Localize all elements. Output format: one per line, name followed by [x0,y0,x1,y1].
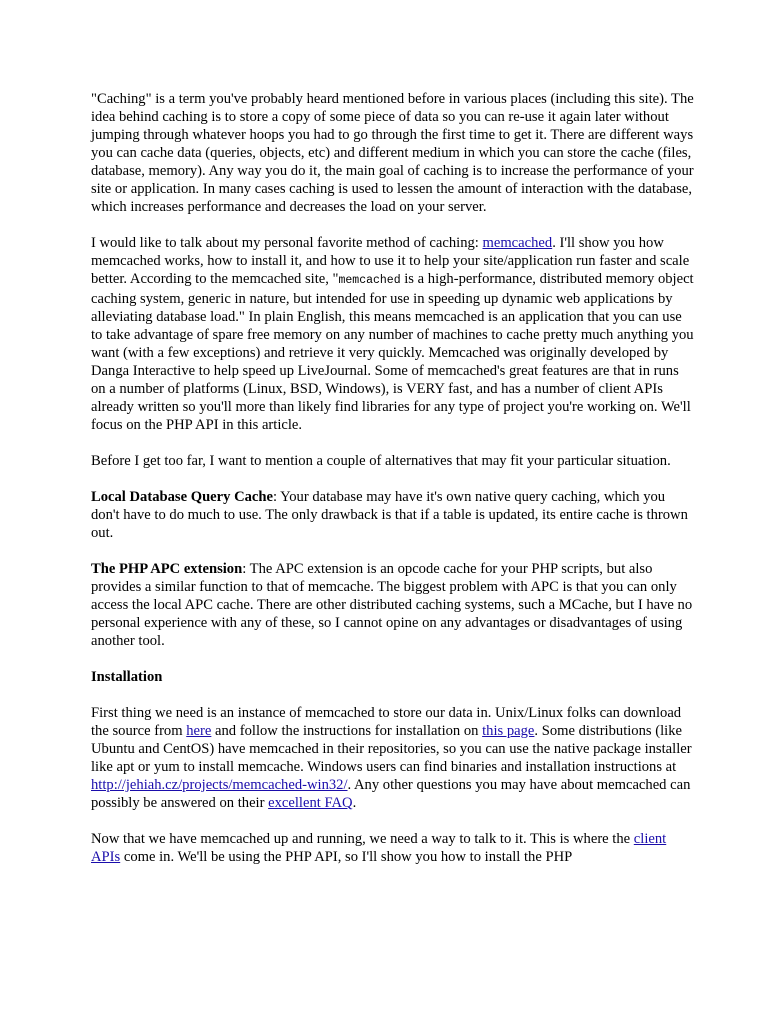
text-segment: . Some distributions (like Ubuntu and CentOS) have memcached in their repositories, so you can use the native package installer like apt or yum to install memcache. Windows users can find binaries and installation instructions at [91,723,692,775]
text-segment: . [352,795,357,811]
text-segment: I would like to talk about my personal favorite method of caching: [91,235,483,251]
text-segment: : Your database may have it's own native query caching, which you don't have to do much to use. The only drawback is that if a table is updated, its entire cache is thrown out. [91,489,688,541]
term-query-cache: Local Database Query Cache [91,489,273,505]
text-segment: First thing we need is an instance of memcached to store our data in. Unix/Linux folks can download the source from [91,705,682,739]
paragraph-alternatives: Before I get too far, I want to mention a couple of alternatives that may fit your particular situation. [91,453,671,469]
download-here-link[interactable]: here [186,723,212,739]
text-segment: . Any other questions you may have about memcached can possibly be answered on their [91,777,691,811]
paragraph-query-cache [91,488,694,542]
text-segment: . I'll show you how memcached works, how to install it, and how to use it to help your site/application run faster and scale better. According to the memcached site, " [91,235,690,287]
client-apis-link[interactable]: client APIs [91,831,667,865]
paragraph-memcached [91,234,694,434]
win32-link[interactable]: http://jehiah.cz/projects/memcached-win32/ [91,777,348,793]
faq-link[interactable]: excellent FAQ [268,795,353,811]
paragraph-client-apis [91,830,694,866]
text-segment: : The APC extension is an opcode cache for your PHP scripts, but also provides a similar function to that of memcache. The biggest problem with APC is that you can only access the local APC cache. There are other distributed caching systems, such a MCache, but I have no personal experience with any of these, so I cannot opine on any advantages or disadvantages of using another tool. [91,561,693,649]
text-segment: is a high-performance, distributed memory object caching system, generic in nature, but intended for use in speeding up dynamic web applications by alleviating database load." In plain English, this means memcached is an application that you can use to take advantage of spare free memory on any number of machines to cache pretty much anything you want (with a few exceptions) and retrieve it very quickly. Memcached was originally developed by Danga Interactive to help speed up LiveJournal. Some of memcached's great features are that in runs on a number of platforms (Linux, BSD, Windows), is VERY fast, and has a number of client APIs already written so you'll more than likely find libraries for any type of project you're working on. We'll focus on the PHP API in this article. [91,271,694,433]
paragraph-apc [91,560,694,650]
section-heading-installation [91,668,694,686]
paragraph-intro: "Caching" is a term you've probably heard mentioned before in various places (including this site). The idea behind caching is to store a copy of some piece of data so you can re-use it again later without jumping through whatever hoops you had to go through the first time to get it. There are different ways you can cache data (queries, objects, etc) and different medium in which you can store the cache (files, database, memory). Any way you do it, the main goal of caching is to increase the performance of your site or application. In many cases caching is used to lessen the amount of interaction with the database, which increases performance and decreases the load on your server. [91,91,694,215]
text-segment: come in. We'll be using the PHP API, so I'll show you how to install the PHP [120,849,573,865]
heading-text: Installation [91,669,163,685]
text-segment: Now that we have memcached up and running, we need a way to talk to it. This is where the [91,831,634,847]
term-apc: The PHP APC extension [91,561,243,577]
paragraph-installation [91,704,694,812]
memcached-link[interactable]: memcached [482,235,553,251]
text-segment: and follow the instructions for installation on [211,723,483,739]
code-term: memcached [338,274,401,287]
this-page-link[interactable]: this page [482,723,535,739]
